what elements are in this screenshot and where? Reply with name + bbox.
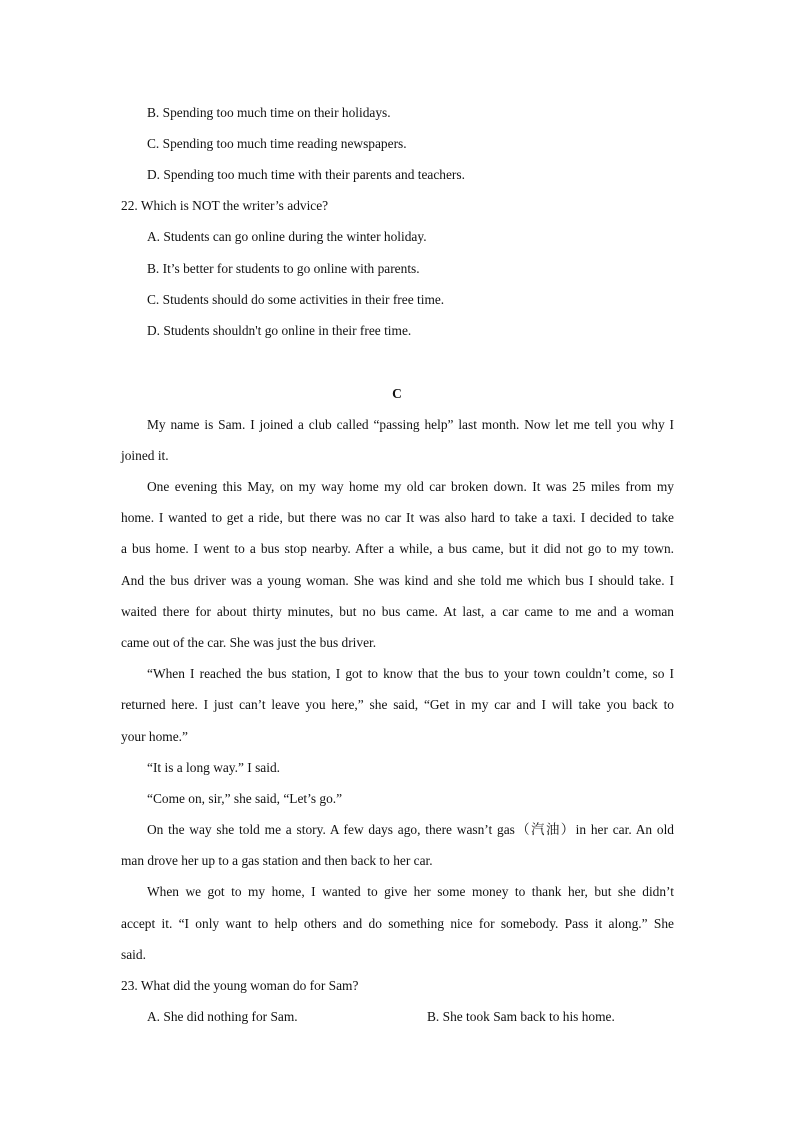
passage-line: “Come on, sir,” she said, “Let’s go.” (147, 791, 343, 806)
passage-line: a bus home. I went to a bus stop nearby. After a while, a bus came, but it did not go to my town. (121, 541, 674, 556)
passage-line: On the way she told me a story. A few days ago, there wasn’t gas（汽油）in her car. An old (147, 822, 674, 837)
section-heading: C (392, 386, 402, 401)
q22-option-b: B. It’s better for students to go online with parents. (147, 261, 420, 276)
passage-line: “When I reached the bus station, I got to know that the bus to your town couldn’t come, so I (147, 666, 674, 681)
q21-option-c: C. Spending too much time reading newspapers. (147, 136, 407, 151)
passage-line: your home.” (121, 729, 188, 744)
passage-line: “It is a long way.” I said. (147, 760, 280, 775)
q23-option-a: A. She did nothing for Sam. (147, 1009, 298, 1024)
passage-line: came out of the car. She was just the bus driver. (121, 635, 377, 650)
q21-option-d: D. Spending too much time with their parents and teachers. (147, 167, 465, 182)
q23-question: 23. What did the young woman do for Sam? (121, 978, 359, 993)
q22-question: 22. Which is NOT the writer’s advice? (121, 198, 329, 213)
q22-option-d: D. Students shouldn't go online in their free time. (147, 323, 412, 338)
passage-line: said. (121, 947, 146, 962)
q22-option-a: A. Students can go online during the winter holiday. (147, 229, 427, 244)
passage-line: One evening this May, on my way home my old car broken down. It was 25 miles from my (147, 479, 674, 494)
passage-line: home. I wanted to get a ride, but there was no car It was also hard to take a taxi. I decided to take (121, 510, 674, 525)
passage-line: joined it. (121, 448, 169, 463)
passage-line: man drove her up to a gas station and then back to her car. (121, 853, 433, 868)
passage-line: waited there for about thirty minutes, but no bus came. At last, a car came to me and a woman (121, 604, 674, 619)
q23-option-b: B. She took Sam back to his home. (427, 1009, 615, 1024)
q21-option-b: B. Spending too much time on their holidays. (147, 105, 391, 120)
passage-line: When we got to my home, I wanted to give her some money to thank her, but she didn’t (147, 884, 674, 899)
passage-line: And the bus driver was a young woman. She was kind and she told me which bus I should take. I (121, 573, 674, 588)
passage-line: returned here. I just can’t leave you here,” she said, “Get in my car and I will take you back to (121, 697, 674, 712)
passage-line: My name is Sam. I joined a club called “passing help” last month. Now let me tell you why I (147, 417, 674, 432)
passage-line: accept it. “I only want to help others and do something nice for somebody. Pass it along.” She (121, 916, 674, 931)
q22-option-c: C. Students should do some activities in their free time. (147, 292, 445, 307)
